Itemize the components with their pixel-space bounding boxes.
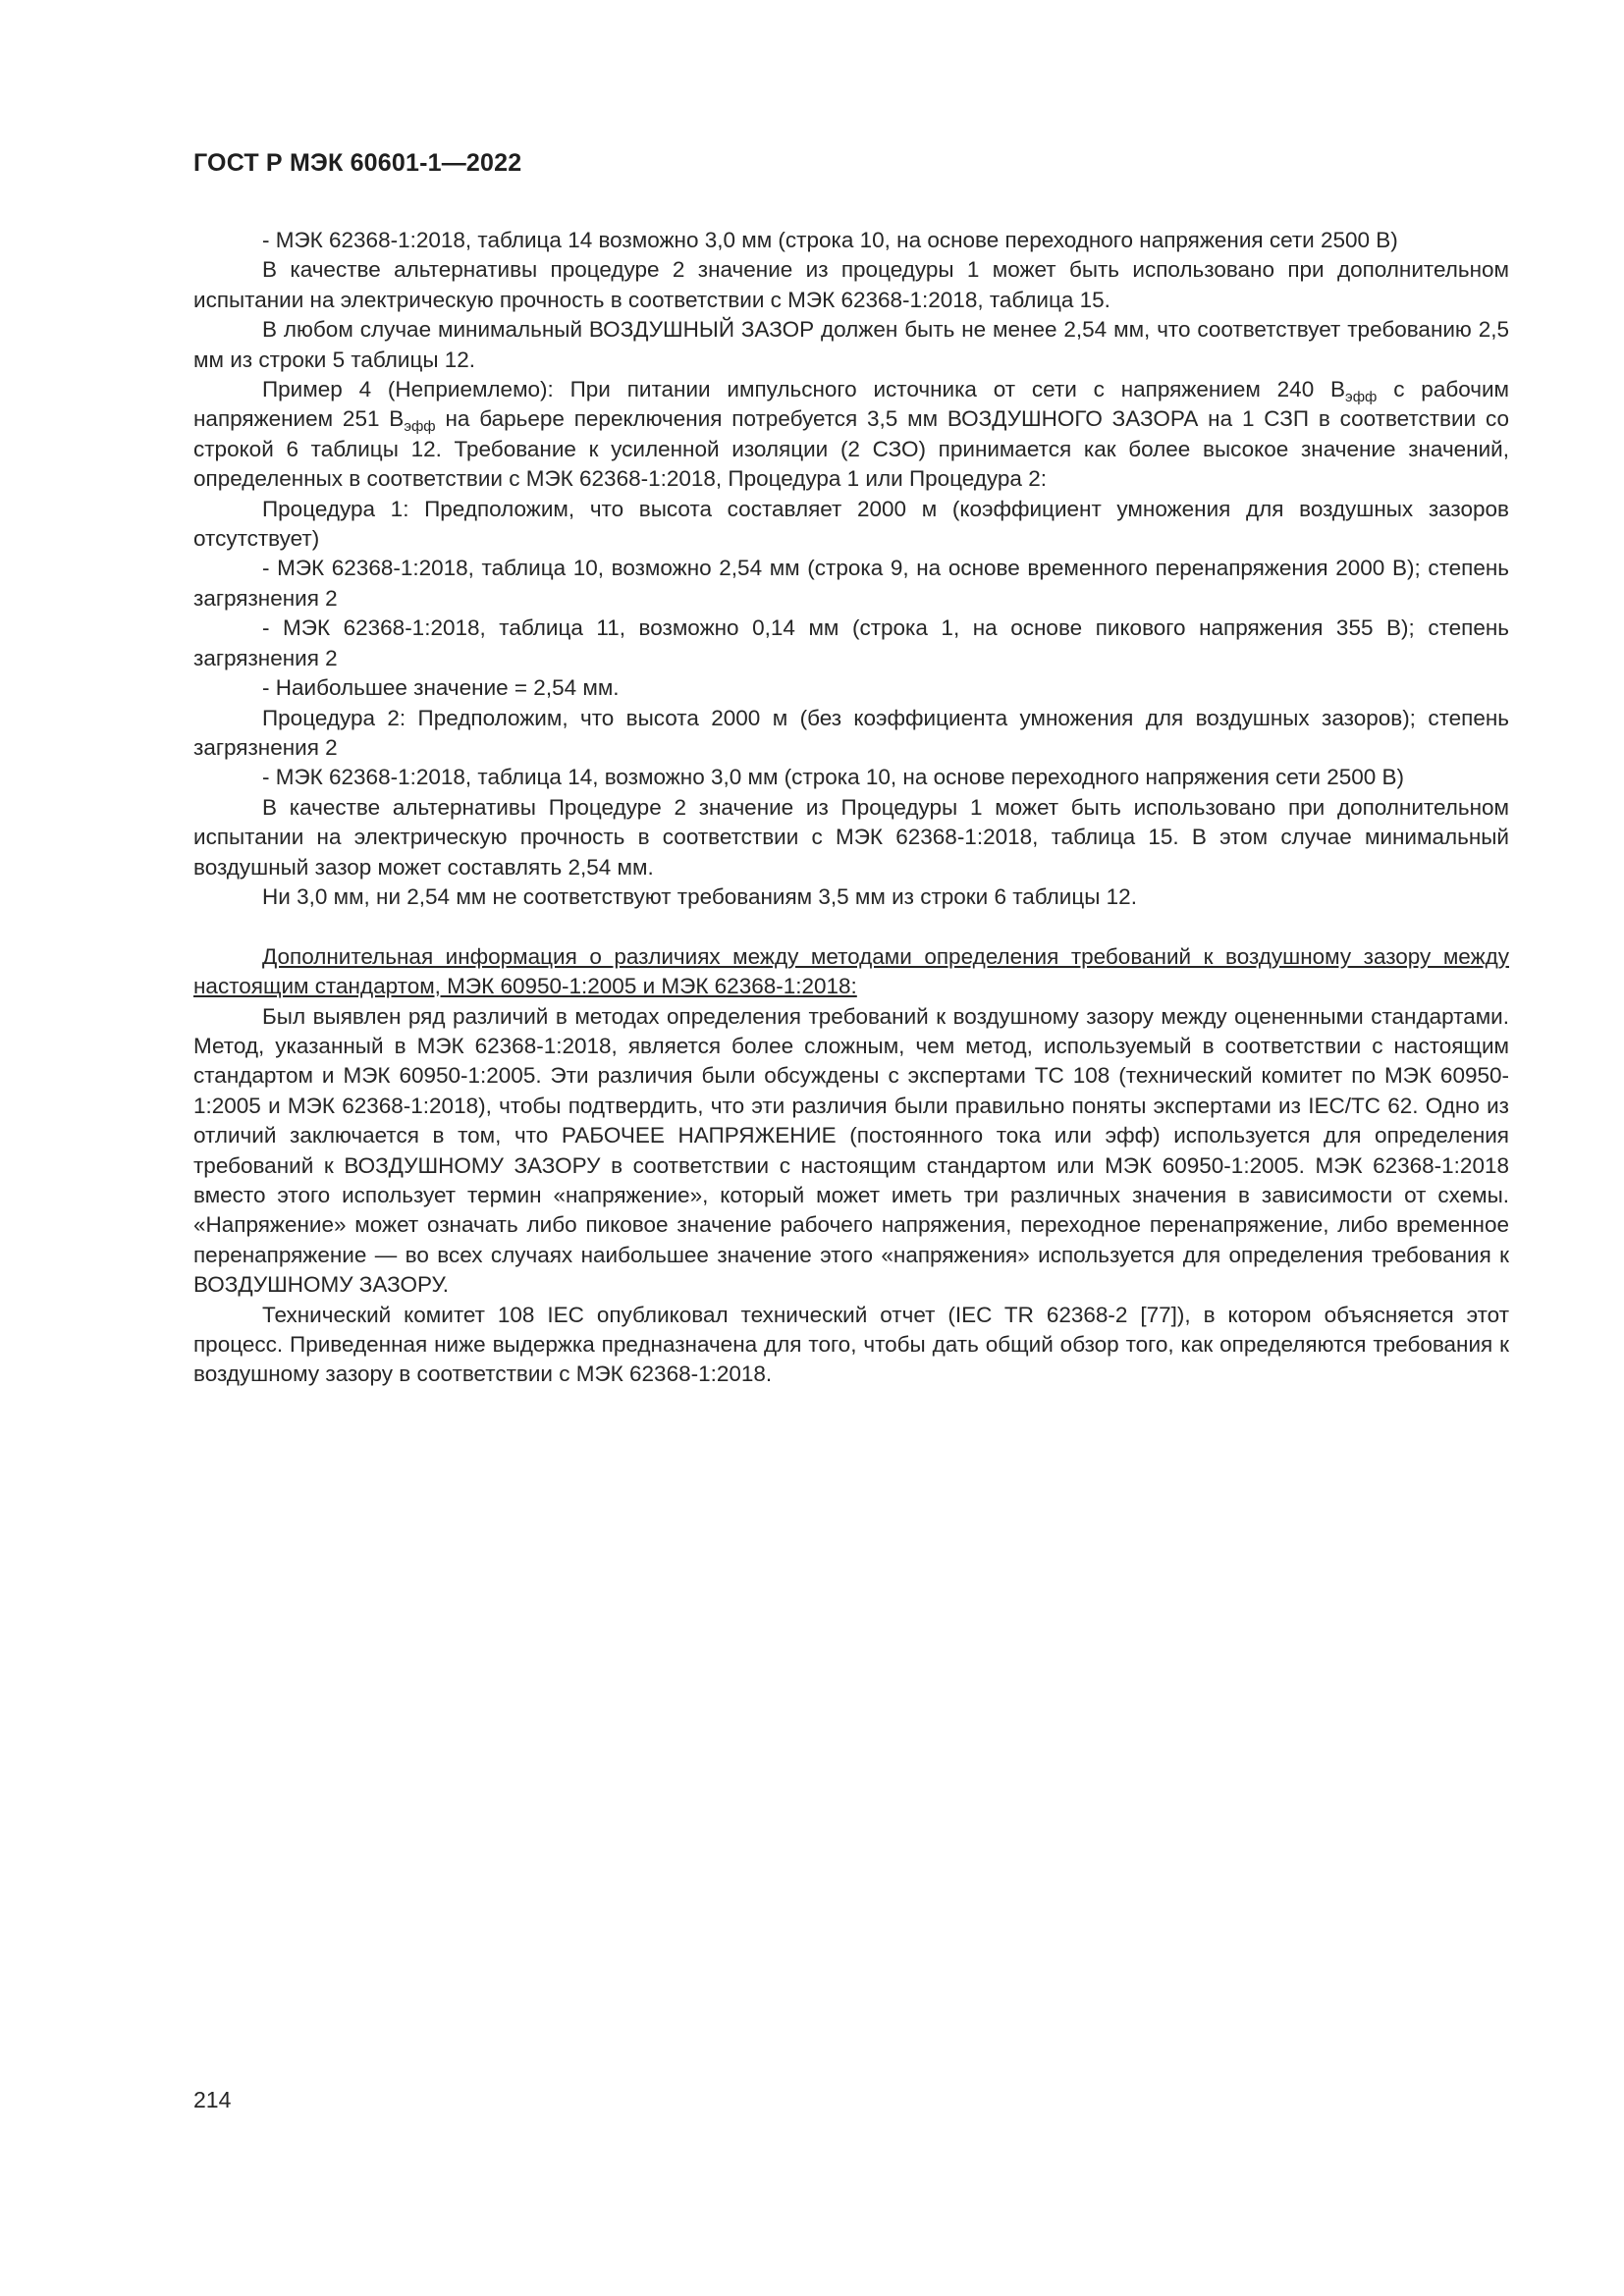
paragraph: Процедура 2: Предположим, что высота 2000 м (без коэффициента умножения для воздушных зазоров); степень загрязнения 2 [193, 705, 1509, 760]
paragraph: Процедура 1: Предположим, что высота составляет 2000 м (коэффициент умножения для воздушных зазоров отсутствует) [193, 496, 1509, 552]
paragraph: В любом случае минимальный ВОЗДУШНЫЙ ЗАЗОР должен быть не менее 2,54 мм, что соответствует требованию 2,5 мм из строки 5 таблицы 12. [193, 317, 1509, 372]
page-header: ГОСТ Р МЭК 60601-1—2022 [193, 149, 522, 177]
text-run: с рабочим напряжением 251 В [193, 377, 1509, 432]
paragraph: В качестве альтернативы Процедуре 2 значение из Процедуры 1 может быть использовано при дополнительном испытании на электрическую прочность в соответствии с МЭК 62368-1:2018, таблица 15. В этом случае минимальный воздушный зазор может составлять 2,54 мм. [193, 794, 1509, 880]
paragraph: Был выявлен ряд различий в методах определения требований к воздушному зазору между оцененными стандартами. Метод, указанный в МЭК 62368-1:2018, является более сложным, чем метод, используемый в соответствии с настоящим стандартом и МЭК 60950-1:2005. Эти различия были обсуждены с экспертами ТС 108 (технический комитет по МЭК 60950-1:2005 и МЭК 62368-1:2018), чтобы подтвердить, что эти различия были правильно поняты экспертами из IEC/TC 62. Одно из отличий заключается в том, что РАБОЧЕЕ НАПРЯЖЕНИЕ (постоянного тока или эфф) используется для определения требований к ВОЗДУШНОМУ ЗАЗОРУ в соответствии с настоящим стандартом или МЭК 60950-1:2005. МЭК 62368-1:2018 вместо этого использует термин «напряжение», который может иметь три различных значения в зависимости от схемы. «Напряжение» может означать либо пиковое значение рабочего напряжения, переходное перенапряжение, либо временное перенапряжение — во всех случаях наибольшее значение этого «напряжения» используется для определения требования к ВОЗДУШНОМУ ЗАЗОРУ. [193, 1003, 1509, 1298]
paragraph: - МЭК 62368-1:2018, таблица 14, возможно 3,0 мм (строка 10, на основе переходного напряжения сети 2500 В) [262, 765, 1405, 790]
underlined-heading-text: Дополнительная информация о различиях между методами определения требований к воздушному зазору между настоящим стандартом, МЭК 60950-1:2005 и МЭК 62368-1:2018: [193, 943, 1509, 999]
text-run: на барьере переключения потребуется 3,5 мм ВОЗДУШНОГО ЗАЗОРА на 1 СЗП в соответствии со строкой 6 таблицы 12. Требование к усиленной изоляции (2 СЗО) принимается как более высокое значение значений, определенных в соответствии с МЭК 62368-1:2018, Процедура 1 или Процедура 2: [193, 406, 1509, 492]
paragraph: Технический комитет 108 IEC опубликовал технический отчет (IEC TR 62368-2 [77]), в котором объясняется этот процесс. Приведенная ниже выдержка предназначена для того, чтобы дать общий обзор того, как определяются требования к воздушному зазору в соответствии с МЭК 62368-1:2018. [193, 1302, 1509, 1387]
blank-line [193, 912, 1509, 941]
paragraph: - МЭК 62368-1:2018, таблица 14 возможно 3,0 мм (строка 10, на основе переходного напряжения сети 2500 В) [262, 228, 1398, 252]
page-number: 214 [193, 2087, 232, 2112]
subscript: эфф [404, 418, 436, 436]
paragraph: - Наибольшее значение = 2,54 мм. [262, 675, 620, 701]
paragraph-example-4 [193, 375, 1509, 495]
paragraph: В качестве альтернативы процедуре 2 значение из процедуры 1 может быть использовано при дополнительном испытании на электрическую прочность в соответствии с МЭК 62368-1:2018, таблица 15. [193, 257, 1509, 312]
text-run: Пример 4 (Неприемлемо): При питании импульсного источника от сети с напряжением 240 В [262, 377, 1346, 402]
document-body [193, 226, 1509, 1390]
subscript: эфф [1345, 389, 1378, 406]
section-heading [193, 942, 1509, 1002]
paragraph: Ни 3,0 мм, ни 2,54 мм не соответствуют требованиям 3,5 мм из строки 6 таблицы 12. [262, 883, 1137, 909]
paragraph: - МЭК 62368-1:2018, таблица 11, возможно 0,14 мм (строка 1, на основе пикового напряжения 355 В); степень загрязнения 2 [193, 615, 1509, 670]
paragraph: - МЭК 62368-1:2018, таблица 10, возможно 2,54 мм (строка 9, на основе временного перенапряжения 2000 В); степень загрязнения 2 [193, 556, 1509, 611]
